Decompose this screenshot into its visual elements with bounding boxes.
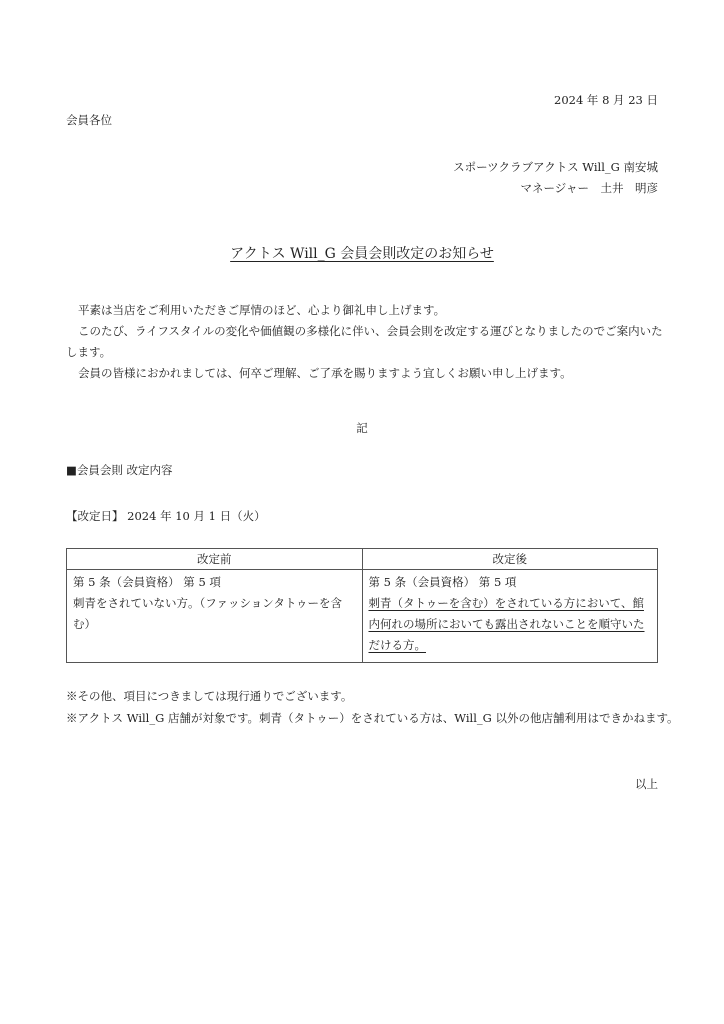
paragraph-greeting: 平素は当店をご利用いただきご厚情のほど、心より御礼申し上げます。 (78, 303, 446, 317)
document-date: 2024 年 8 月 23 日 (554, 93, 658, 107)
paragraph-request: 会員の皆様におかれましては、何卒ご理解、ご了承を賜りますよう宜しくお願い申し上げます。 (78, 366, 572, 380)
section-heading: ■会員会則 改定内容 (66, 463, 173, 477)
sender-person: マネージャー 土井 明彦 (520, 181, 658, 195)
revision-date: 【改定日】 2024 年 10 月 1 日（火） (66, 509, 266, 523)
table-header-row (67, 549, 658, 570)
paragraph-announcement: このたび、ライフスタイルの変化や価値観の多様化に伴い、会員会則を改定する運びとなりましたのでご案内いたします。 (66, 324, 663, 359)
document-title: アクトス Will_G 会員会則改定のお知らせ (230, 246, 494, 262)
note-store-scope: ※アクトス Will_G 店舗が対象です。刺青（タトゥー）をされている方は、Will_G 以外の他店舗利用はできかねます。 (66, 711, 679, 725)
after-article: 第 5 条（会員資格） 第 5 項 (368, 575, 517, 589)
after-text: 刺青（タトゥーを含む）をされている方において、館内何れの場所においても露出されないことを順守いただける方。 (368, 596, 645, 652)
before-text: 刺青をされていない方。（ファッションタトゥーを含む） (73, 596, 343, 631)
cell-before (67, 570, 363, 663)
body-text (66, 300, 666, 384)
revision-table (66, 548, 658, 663)
table-row (67, 570, 658, 663)
ki-marker: 記 (356, 421, 368, 435)
before-article: 第 5 条（会員資格） 第 5 項 (73, 575, 221, 589)
cell-after (362, 570, 658, 663)
closing-mark: 以上 (635, 777, 658, 791)
header-before: 改定前 (67, 549, 363, 570)
addressee: 会員各位 (66, 113, 112, 127)
header-after: 改定後 (362, 549, 658, 570)
note-current-rules: ※その他、項目につきましては現行通りでございます。 (66, 689, 353, 703)
sender-organization: スポーツクラブアクトス Will_G 南安城 (453, 160, 658, 174)
